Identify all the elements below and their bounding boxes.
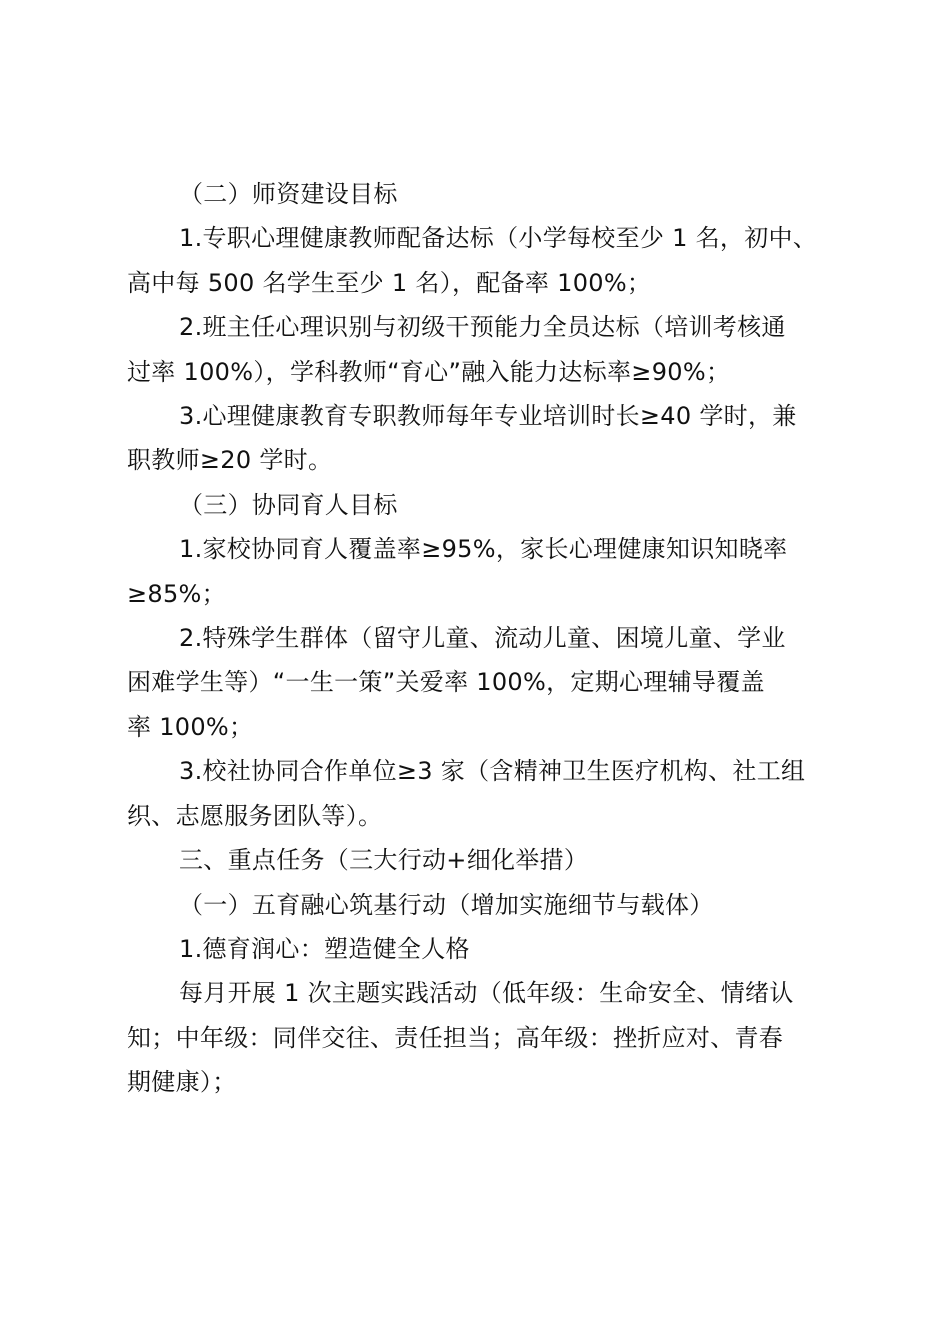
section-heading-collaboration-goals: （三）协同育人目标 [179, 490, 398, 519]
text-line: 高中每 500 名学生至少 1 名），配备率 100%； [127, 268, 652, 297]
text-line: ≥85%； [127, 579, 226, 608]
text-line: 织、志愿服务团队等）。 [127, 801, 383, 830]
text-line: 3.心理健康教育专职教师每年专业培训时长≥40 学时，兼 [179, 402, 797, 431]
text-line: 率 100%； [127, 712, 254, 741]
section-heading-teacher-goals: （二）师资建设目标 [179, 180, 398, 208]
text-line: 期健康）； [127, 1068, 237, 1097]
subsection-heading-five-education-action: （一）五育融心筑基行动（增加实施细节与载体） [179, 890, 714, 919]
text-line: 2.班主任心理识别与初级干预能力全员达标（培训考核通 [179, 313, 786, 342]
text-line: 知；中年级：同伴交往、责任担当；高年级：挫折应对、青春 [127, 1023, 784, 1052]
text-line: 1.专职心理健康教师配备达标（小学每校至少 1 名，初中、 [179, 224, 818, 253]
document-body [127, 172, 837, 1105]
text-line: 2.特殊学生群体（留守儿童、流动儿童、困境儿童、学业 [179, 624, 786, 653]
text-line: 过率 100%），学科教师“育心”融入能力达标率≥90%； [127, 357, 731, 386]
text-line: 困难学生等）“一生一策”关爱率 100%，定期心理辅导覆盖 [127, 668, 765, 697]
text-line: 职教师≥20 学时。 [127, 446, 333, 475]
item-heading-moral-education: 1.德育润心：塑造健全人格 [179, 934, 470, 963]
section-heading-key-tasks: 三、重点任务（三大行动+细化举措） [179, 846, 589, 875]
text-line: 1.家校协同育人覆盖率≥95%，家长心理健康知识知晓率 [179, 535, 788, 564]
text-line: 3.校社协同合作单位≥3 家（含精神卫生医疗机构、社工组 [179, 757, 806, 786]
text-line: 每月开展 1 次主题实践活动（低年级：生命安全、情绪认 [179, 979, 794, 1008]
